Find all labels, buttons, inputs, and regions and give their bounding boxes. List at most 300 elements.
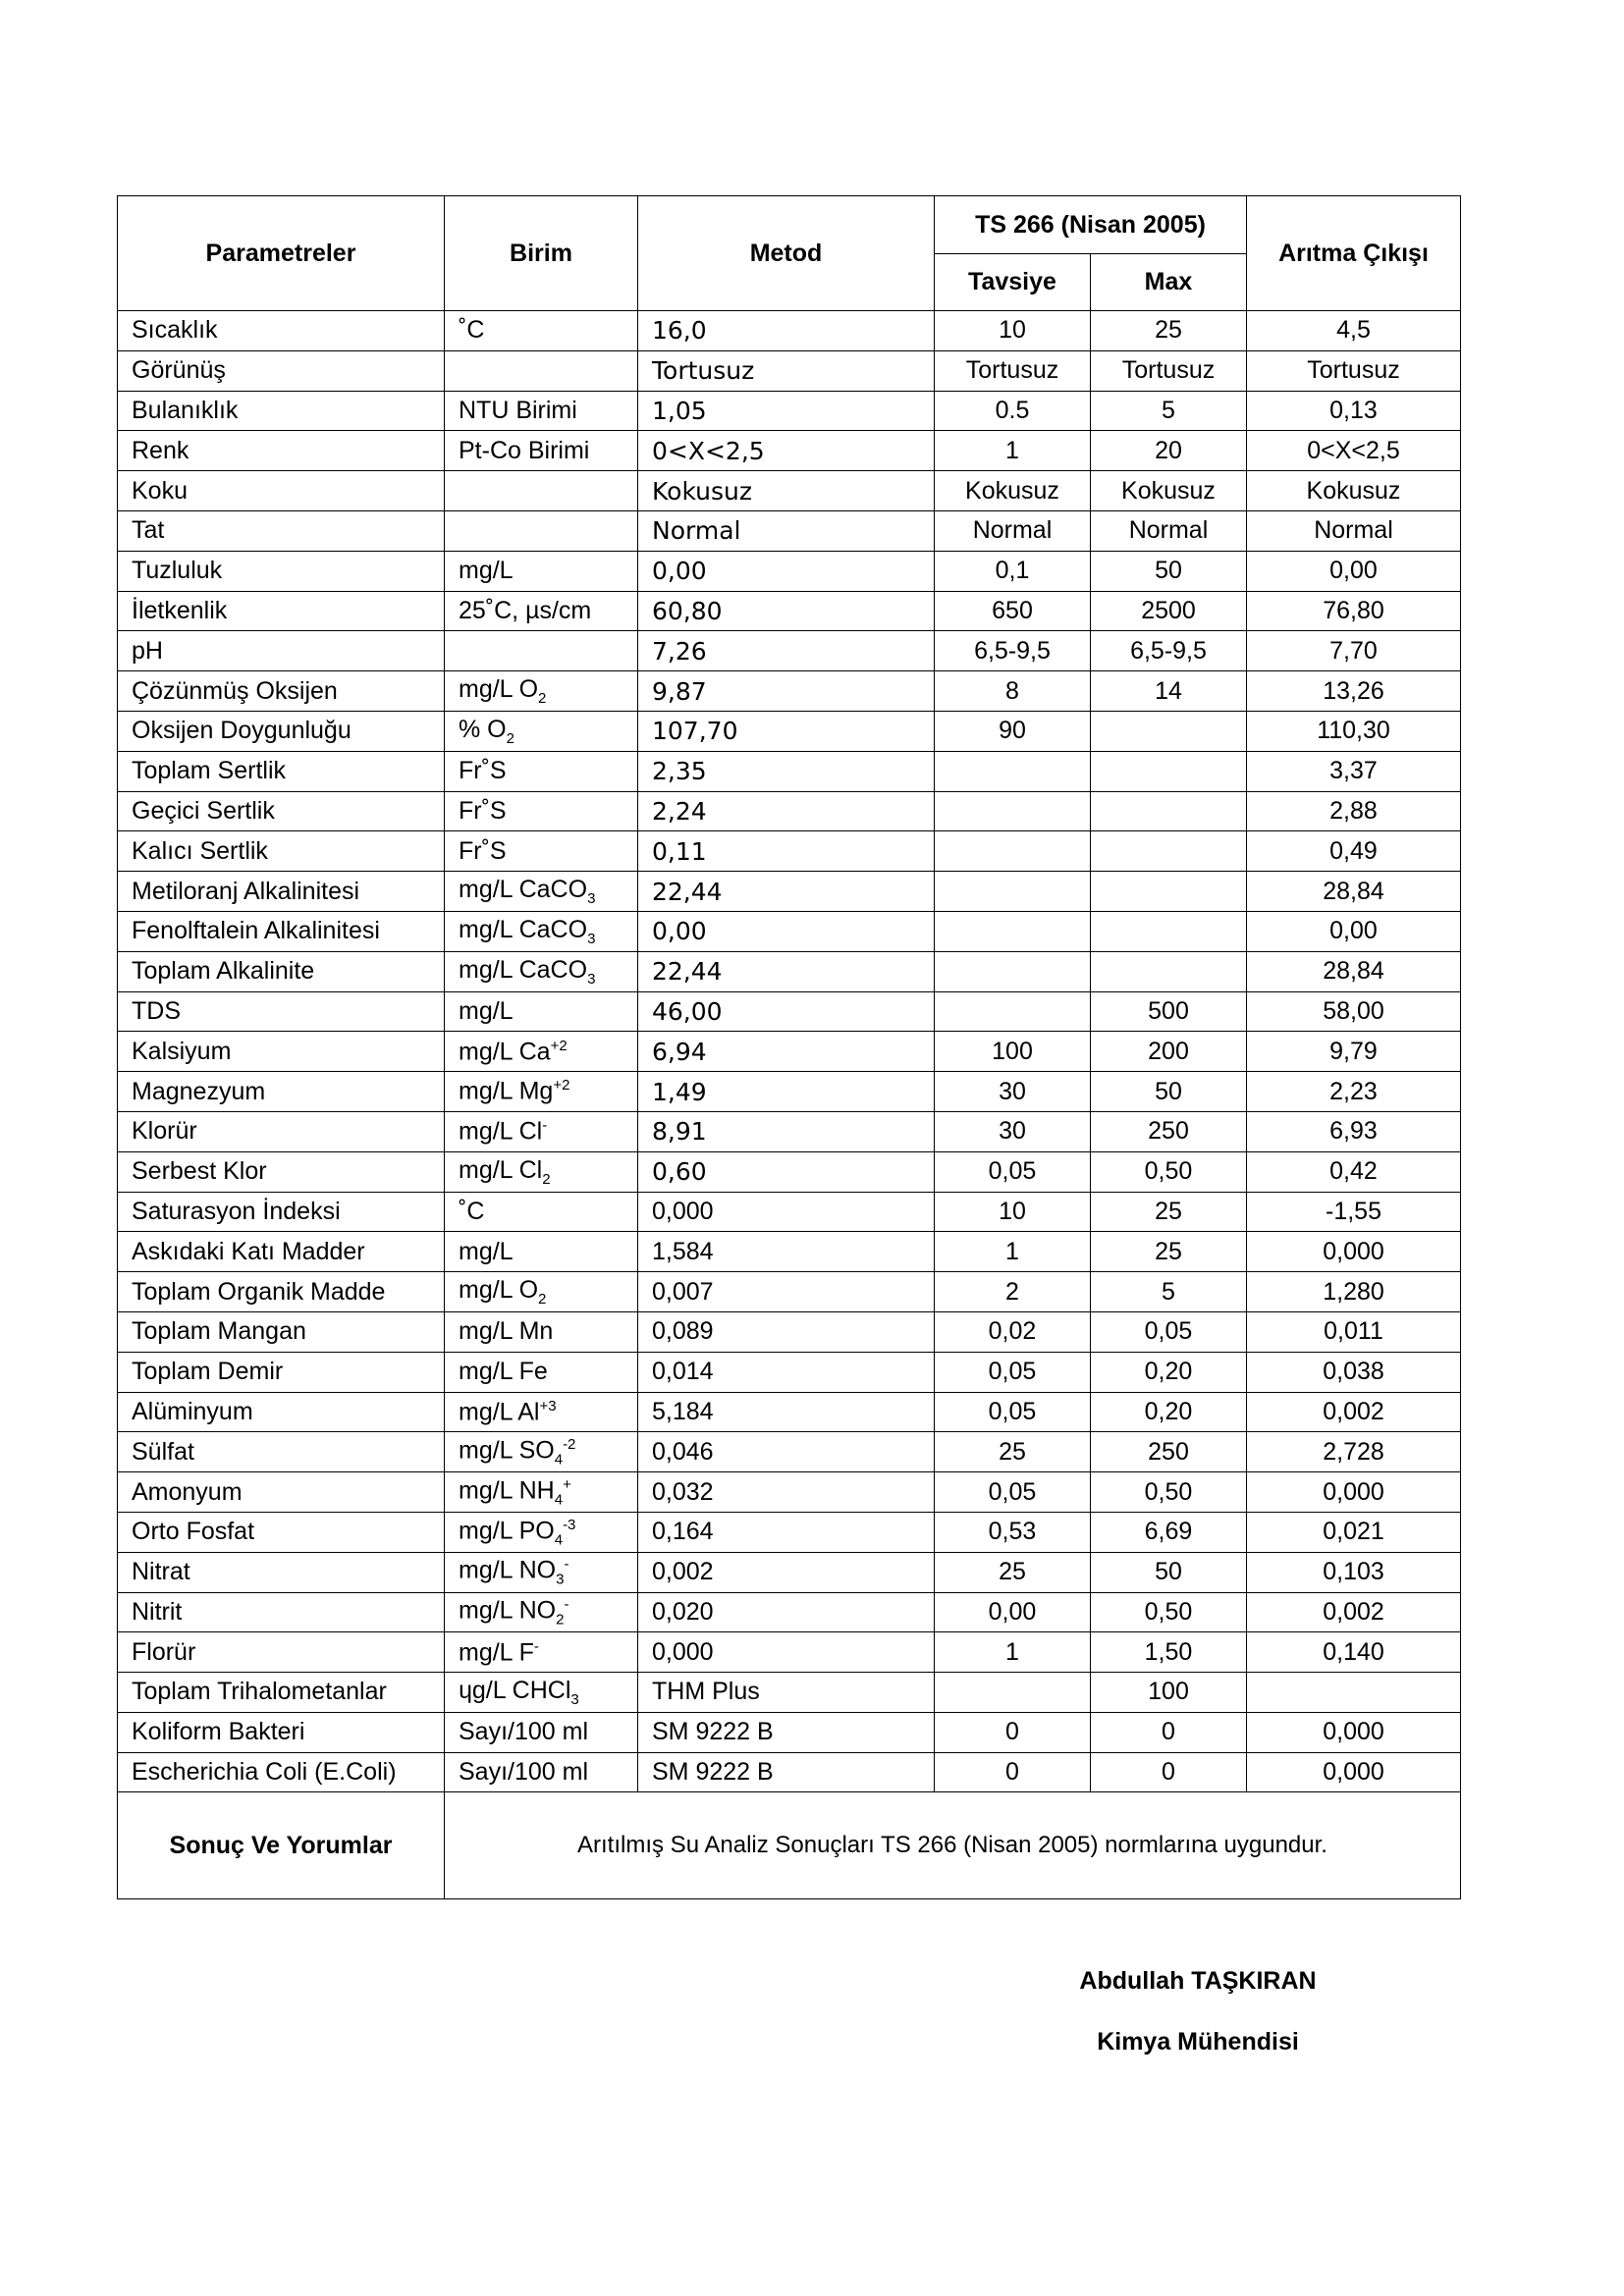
- recommended-value: 0.5: [935, 391, 1091, 431]
- parameter-name: Orto Fosfat: [118, 1512, 445, 1552]
- max-value: 0,05: [1091, 1311, 1247, 1352]
- max-value: 20: [1091, 431, 1247, 471]
- parameter-name: Saturasyon İndeksi: [118, 1192, 445, 1232]
- parameter-unit: [445, 1232, 638, 1272]
- method-value: Normal: [638, 510, 935, 551]
- parameter-unit: [445, 1712, 638, 1752]
- table-row: [118, 1151, 1461, 1192]
- parameter-name: Toplam Sertlik: [118, 751, 445, 791]
- unit-base: mg/L Fe: [459, 1358, 548, 1386]
- table-row: [118, 1311, 1461, 1352]
- parameter-name: Geçici Sertlik: [118, 791, 445, 831]
- unit-subscript: 2: [556, 1611, 565, 1629]
- output-value: Tortusuz: [1247, 350, 1461, 391]
- parameter-name: Kalsiyum: [118, 1032, 445, 1072]
- method-value: 1,584: [638, 1232, 935, 1272]
- recommended-value: 100: [935, 1032, 1091, 1072]
- parameter-unit: [445, 631, 638, 671]
- table-row: [118, 1712, 1461, 1752]
- method-value: 9,87: [638, 671, 935, 712]
- output-value: 4,5: [1247, 311, 1461, 351]
- table-row: [118, 311, 1461, 351]
- unit-subscript: 4: [554, 1530, 564, 1548]
- recommended-value: 6,5-9,5: [935, 631, 1091, 671]
- method-value: 1,49: [638, 1072, 935, 1112]
- parameter-name: Tat: [118, 510, 445, 551]
- recommended-value: 0,05: [935, 1151, 1091, 1192]
- unit-base: mg/L: [459, 996, 514, 1025]
- max-value: 1,50: [1091, 1632, 1247, 1673]
- parameter-name: Amonyum: [118, 1472, 445, 1513]
- output-value: 28,84: [1247, 872, 1461, 912]
- parameter-name: Askıdaki Katı Madder: [118, 1232, 445, 1272]
- max-value: 0: [1091, 1712, 1247, 1752]
- unit-base: % O: [459, 715, 507, 743]
- method-value: THM Plus: [638, 1673, 935, 1713]
- output-value: 0,42: [1247, 1151, 1461, 1192]
- header-unit: Birim: [445, 196, 638, 311]
- recommended-value: 0,1: [935, 551, 1091, 591]
- parameter-unit: [445, 1072, 638, 1112]
- parameter-unit: [445, 1151, 638, 1192]
- method-value: 5,184: [638, 1392, 935, 1432]
- parameter-unit: [445, 1752, 638, 1792]
- table-row: [118, 1232, 1461, 1272]
- output-value: 0,49: [1247, 831, 1461, 872]
- table-row: [118, 1352, 1461, 1392]
- unit-base: Sayı/100 ml: [459, 1758, 589, 1787]
- unit-base: Fr˚S: [459, 796, 507, 825]
- unit-base: mg/L O: [459, 1276, 539, 1305]
- parameter-name: Koliform Bakteri: [118, 1712, 445, 1752]
- recommended-value: 30: [935, 1072, 1091, 1112]
- max-value: 0: [1091, 1752, 1247, 1792]
- header-standard: TS 266 (Nisan 2005): [935, 196, 1247, 254]
- max-value: 250: [1091, 1111, 1247, 1151]
- recommended-value: 1: [935, 1232, 1091, 1272]
- parameter-unit: [445, 1192, 638, 1232]
- max-value: 500: [1091, 991, 1247, 1032]
- parameter-name: İletkenlik: [118, 591, 445, 631]
- recommended-value: 8: [935, 671, 1091, 712]
- table-row: [118, 911, 1461, 951]
- max-value: 0,50: [1091, 1151, 1247, 1192]
- table-row: [118, 431, 1461, 471]
- parameter-name: pH: [118, 631, 445, 671]
- max-value: 6,5-9,5: [1091, 631, 1247, 671]
- unit-subscript: 3: [570, 1690, 579, 1708]
- parameter-unit: [445, 350, 638, 391]
- method-value: SM 9222 B: [638, 1712, 935, 1752]
- analysis-table: [117, 195, 1461, 1899]
- parameter-unit: [445, 1111, 638, 1151]
- output-value: 28,84: [1247, 951, 1461, 991]
- table-row: [118, 1632, 1461, 1673]
- parameter-name: Serbest Klor: [118, 1151, 445, 1192]
- unit-base: mg/L Ca: [459, 1037, 551, 1065]
- parameter-name: Toplam Trihalometanlar: [118, 1673, 445, 1713]
- max-value: [1091, 911, 1247, 951]
- parameter-name: Florür: [118, 1632, 445, 1673]
- unit-base: mg/L: [459, 1237, 514, 1265]
- table-body: [118, 311, 1461, 1792]
- unit-base: 25˚C, µs/cm: [459, 596, 592, 624]
- unit-subscript: 2: [538, 1291, 547, 1308]
- parameter-name: Toplam Mangan: [118, 1311, 445, 1352]
- output-value: 0,000: [1247, 1472, 1461, 1513]
- parameter-unit: [445, 311, 638, 351]
- method-value: 16,0: [638, 311, 935, 351]
- max-value: 50: [1091, 551, 1247, 591]
- table-row: [118, 551, 1461, 591]
- max-value: [1091, 831, 1247, 872]
- recommended-value: [935, 951, 1091, 991]
- table-row: [118, 751, 1461, 791]
- unit-base: mg/L SO: [459, 1436, 555, 1465]
- max-value: [1091, 951, 1247, 991]
- unit-superscript: +2: [550, 1037, 568, 1054]
- method-value: 2,35: [638, 751, 935, 791]
- signature-name: Abdullah TAŞKIRAN: [1079, 1967, 1317, 1995]
- parameter-name: Toplam Demir: [118, 1352, 445, 1392]
- max-value: 14: [1091, 671, 1247, 712]
- output-value: 76,80: [1247, 591, 1461, 631]
- recommended-value: Kokusuz: [935, 471, 1091, 511]
- table-row: [118, 671, 1461, 712]
- output-value: 2,23: [1247, 1072, 1461, 1112]
- parameter-unit: [445, 510, 638, 551]
- parameter-unit: [445, 1272, 638, 1312]
- recommended-value: 2: [935, 1272, 1091, 1312]
- unit-base: mg/L NO: [459, 1596, 557, 1625]
- unit-base: Fr˚S: [459, 836, 507, 865]
- header-parameters: Parametreler: [118, 196, 445, 311]
- table-row: [118, 1392, 1461, 1432]
- parameter-name: Sülfat: [118, 1432, 445, 1472]
- parameter-unit: [445, 951, 638, 991]
- output-value: 110,30: [1247, 711, 1461, 751]
- recommended-value: 25: [935, 1552, 1091, 1592]
- unit-base: mg/L PO: [459, 1516, 555, 1544]
- method-value: 0,60: [638, 1151, 935, 1192]
- output-value: 2,88: [1247, 791, 1461, 831]
- parameter-name: TDS: [118, 991, 445, 1032]
- parameter-unit: [445, 671, 638, 712]
- max-value: [1091, 872, 1247, 912]
- recommended-value: 10: [935, 311, 1091, 351]
- max-value: 0,20: [1091, 1392, 1247, 1432]
- method-value: 0,164: [638, 1512, 935, 1552]
- recommended-value: 0,02: [935, 1311, 1091, 1352]
- unit-superscript: +2: [553, 1077, 570, 1095]
- parameter-unit: [445, 991, 638, 1032]
- max-value: [1091, 711, 1247, 751]
- recommended-value: [935, 872, 1091, 912]
- parameter-name: Klorür: [118, 1111, 445, 1151]
- parameter-name: Kalıcı Sertlik: [118, 831, 445, 872]
- unit-base: NTU Birimi: [459, 396, 577, 424]
- method-value: 1,05: [638, 391, 935, 431]
- parameter-unit: [445, 1592, 638, 1632]
- parameter-unit: [445, 1512, 638, 1552]
- output-value: 0<X<2,5: [1247, 431, 1461, 471]
- output-value: 6,93: [1247, 1111, 1461, 1151]
- unit-base: mg/L Mg: [459, 1077, 554, 1105]
- output-value: 0,000: [1247, 1712, 1461, 1752]
- parameter-name: Escherichia Coli (E.Coli): [118, 1752, 445, 1792]
- table-row: [118, 991, 1461, 1032]
- max-value: [1091, 751, 1247, 791]
- unit-base: mg/L NH: [459, 1476, 555, 1505]
- method-value: 0,00: [638, 551, 935, 591]
- max-value: 250: [1091, 1432, 1247, 1472]
- parameter-unit: [445, 1552, 638, 1592]
- header-max: Max: [1091, 254, 1247, 311]
- unit-subscript: 3: [556, 1571, 565, 1588]
- parameter-unit: [445, 471, 638, 511]
- parameter-unit: [445, 1673, 638, 1713]
- parameter-name: Görünüş: [118, 350, 445, 391]
- parameter-unit: [445, 431, 638, 471]
- unit-superscript: -: [533, 1637, 539, 1655]
- recommended-value: 90: [935, 711, 1091, 751]
- output-value: 0,021: [1247, 1512, 1461, 1552]
- method-value: 0,00: [638, 911, 935, 951]
- method-value: SM 9222 B: [638, 1752, 935, 1792]
- parameter-unit: [445, 1632, 638, 1673]
- parameter-name: Toplam Alkalinite: [118, 951, 445, 991]
- recommended-value: 1: [935, 431, 1091, 471]
- max-value: 0,50: [1091, 1472, 1247, 1513]
- unit-base: mg/L: [459, 557, 514, 585]
- output-value: 0,140: [1247, 1632, 1461, 1673]
- unit-subscript: 3: [587, 930, 596, 947]
- max-value: 6,69: [1091, 1512, 1247, 1552]
- method-value: 0,000: [638, 1632, 935, 1673]
- unit-superscript: -2: [563, 1436, 576, 1454]
- method-value: 0,11: [638, 831, 935, 872]
- output-value: 0,000: [1247, 1232, 1461, 1272]
- parameter-name: Renk: [118, 431, 445, 471]
- output-value: 7,70: [1247, 631, 1461, 671]
- table-row: [118, 350, 1461, 391]
- output-value: 1,280: [1247, 1272, 1461, 1312]
- parameter-name: Fenolftalein Alkalinitesi: [118, 911, 445, 951]
- parameter-unit: [445, 911, 638, 951]
- parameter-name: Sıcaklık: [118, 311, 445, 351]
- table-row: [118, 831, 1461, 872]
- unit-subscript: 2: [538, 690, 547, 708]
- recommended-value: [935, 991, 1091, 1032]
- max-value: 25: [1091, 1232, 1247, 1272]
- unit-base: ɥg/L CHCl: [459, 1676, 571, 1704]
- table-row: [118, 1472, 1461, 1513]
- method-value: 6,94: [638, 1032, 935, 1072]
- parameter-unit: [445, 831, 638, 872]
- parameter-unit: [445, 872, 638, 912]
- parameter-unit: [445, 751, 638, 791]
- recommended-value: 1: [935, 1632, 1091, 1673]
- output-value: 0,103: [1247, 1552, 1461, 1592]
- max-value: 25: [1091, 311, 1247, 351]
- recommended-value: [935, 751, 1091, 791]
- method-value: Kokusuz: [638, 471, 935, 511]
- max-value: 5: [1091, 391, 1247, 431]
- method-value: 22,44: [638, 872, 935, 912]
- output-value: 0,00: [1247, 911, 1461, 951]
- max-value: 50: [1091, 1552, 1247, 1592]
- table-row: [118, 1111, 1461, 1151]
- parameter-unit: [445, 1432, 638, 1472]
- max-value: 0,50: [1091, 1592, 1247, 1632]
- output-value: 2,728: [1247, 1432, 1461, 1472]
- method-value: 60,80: [638, 591, 935, 631]
- recommended-value: 30: [935, 1111, 1091, 1151]
- unit-superscript: -: [564, 1596, 569, 1614]
- unit-base: mg/L O: [459, 675, 539, 704]
- table-row: [118, 1592, 1461, 1632]
- table-row: [118, 872, 1461, 912]
- unit-subscript: 3: [587, 970, 596, 988]
- unit-base: mg/L NO: [459, 1556, 557, 1584]
- parameter-name: Koku: [118, 471, 445, 511]
- unit-subscript: 4: [554, 1491, 564, 1509]
- output-value: 13,26: [1247, 671, 1461, 712]
- parameter-name: Nitrit: [118, 1592, 445, 1632]
- parameter-name: Toplam Organik Madde: [118, 1272, 445, 1312]
- parameter-unit: [445, 391, 638, 431]
- unit-base: mg/L Cl: [459, 1155, 543, 1184]
- table-row: [118, 471, 1461, 511]
- max-value: 0,20: [1091, 1352, 1247, 1392]
- parameter-name: Çözünmüş Oksijen: [118, 671, 445, 712]
- table-row: [118, 1752, 1461, 1792]
- unit-superscript: -: [542, 1117, 548, 1135]
- table-row: [118, 791, 1461, 831]
- table-row: [118, 1032, 1461, 1072]
- parameter-unit: [445, 711, 638, 751]
- recommended-value: 0,05: [935, 1392, 1091, 1432]
- output-value: 9,79: [1247, 1032, 1461, 1072]
- method-value: 0,014: [638, 1352, 935, 1392]
- table-row: [118, 1072, 1461, 1112]
- header-treatment-output: Arıtma Çıkışı: [1247, 196, 1461, 311]
- unit-base: mg/L CaCO: [459, 915, 588, 943]
- method-value: 0,089: [638, 1311, 935, 1352]
- recommended-value: [935, 791, 1091, 831]
- unit-base: mg/L CaCO: [459, 955, 588, 984]
- output-value: 58,00: [1247, 991, 1461, 1032]
- signature-title: Kimya Mühendisi: [1097, 2028, 1299, 2056]
- recommended-value: 0,05: [935, 1472, 1091, 1513]
- table-row: [118, 1552, 1461, 1592]
- unit-superscript: -: [564, 1556, 569, 1574]
- unit-subscript: 2: [506, 729, 514, 747]
- output-value: Kokusuz: [1247, 471, 1461, 511]
- recommended-value: 0,00: [935, 1592, 1091, 1632]
- parameter-unit: [445, 1472, 638, 1513]
- unit-subscript: 3: [587, 890, 596, 908]
- max-value: 100: [1091, 1673, 1247, 1713]
- max-value: 50: [1091, 1072, 1247, 1112]
- max-value: 25: [1091, 1192, 1247, 1232]
- output-value: Normal: [1247, 510, 1461, 551]
- recommended-value: 0: [935, 1752, 1091, 1792]
- unit-base: mg/L CaCO: [459, 876, 588, 904]
- parameter-unit: [445, 1352, 638, 1392]
- parameter-name: Oksijen Doygunluğu: [118, 711, 445, 751]
- recommended-value: 25: [935, 1432, 1091, 1472]
- parameter-name: Nitrat: [118, 1552, 445, 1592]
- output-value: 0,002: [1247, 1392, 1461, 1432]
- unit-base: mg/L Mn: [459, 1317, 554, 1346]
- recommended-value: [935, 1673, 1091, 1713]
- max-value: 2500: [1091, 591, 1247, 631]
- max-value: Kokusuz: [1091, 471, 1247, 511]
- table-row: [118, 510, 1461, 551]
- method-value: 107,70: [638, 711, 935, 751]
- max-value: 200: [1091, 1032, 1247, 1072]
- method-value: 8,91: [638, 1111, 935, 1151]
- parameter-unit: [445, 591, 638, 631]
- parameter-name: Magnezyum: [118, 1072, 445, 1112]
- header-recommended: Tavsiye: [935, 254, 1091, 311]
- unit-subscript: 4: [554, 1451, 564, 1468]
- method-value: 0,002: [638, 1552, 935, 1592]
- method-value: 7,26: [638, 631, 935, 671]
- table-row: [118, 591, 1461, 631]
- table-row: [118, 951, 1461, 991]
- result-label: Sonuç Ve Yorumlar: [118, 1792, 445, 1899]
- recommended-value: 0,53: [935, 1512, 1091, 1552]
- unit-subscript: 2: [542, 1170, 551, 1188]
- method-value: 0,000: [638, 1192, 935, 1232]
- table-row: [118, 1432, 1461, 1472]
- recommended-value: Normal: [935, 510, 1091, 551]
- table-row: [118, 1272, 1461, 1312]
- max-value: [1091, 791, 1247, 831]
- recommended-value: 650: [935, 591, 1091, 631]
- recommended-value: 10: [935, 1192, 1091, 1232]
- unit-base: mg/L Cl: [459, 1117, 543, 1146]
- output-value: 0,000: [1247, 1752, 1461, 1792]
- unit-base: ˚C: [459, 316, 485, 345]
- recommended-value: 0: [935, 1712, 1091, 1752]
- output-value: 0,00: [1247, 551, 1461, 591]
- parameter-name: Metiloranj Alkalinitesi: [118, 872, 445, 912]
- unit-base: mg/L F: [459, 1637, 534, 1666]
- method-value: 0,007: [638, 1272, 935, 1312]
- parameter-name: Tuzluluk: [118, 551, 445, 591]
- max-value: Tortusuz: [1091, 350, 1247, 391]
- method-value: 0,046: [638, 1432, 935, 1472]
- method-value: 22,44: [638, 951, 935, 991]
- header-method: Metod: [638, 196, 935, 311]
- table-row: [118, 631, 1461, 671]
- output-value: 0,002: [1247, 1592, 1461, 1632]
- output-value: 0,011: [1247, 1311, 1461, 1352]
- parameter-unit: [445, 791, 638, 831]
- parameter-name: Alüminyum: [118, 1392, 445, 1432]
- output-value: -1,55: [1247, 1192, 1461, 1232]
- method-value: 0,032: [638, 1472, 935, 1513]
- parameter-unit: [445, 1311, 638, 1352]
- table-row: [118, 711, 1461, 751]
- parameter-unit: [445, 1392, 638, 1432]
- table-row: [118, 1512, 1461, 1552]
- recommended-value: [935, 831, 1091, 872]
- unit-superscript: +: [563, 1475, 571, 1493]
